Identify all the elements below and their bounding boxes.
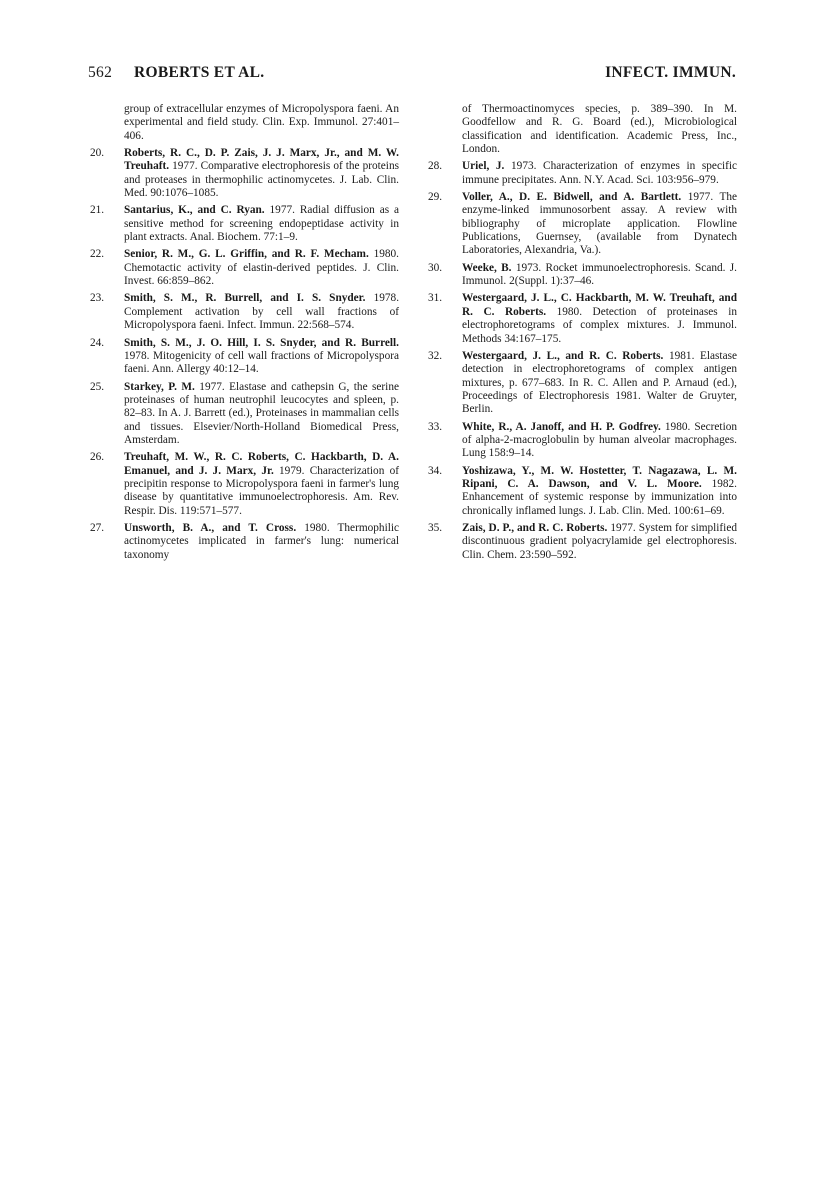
reference-number: 24. [90, 336, 105, 349]
reference-authors: Weeke, B. [462, 261, 512, 274]
reference-text: 1973. Rocket immunoelectrophoresis. Scand. J. Immunol. 2(Suppl. 1):37–46. [462, 261, 737, 288]
reference-text: 1979. Characterization of precipitin response to Micropolyspora faeni in farmer's lung disease by quantitative immunoelectrophoresis. Am. Rev. Respir. Dis. 119:571–577. [124, 464, 399, 517]
reference-number: 34. [428, 464, 443, 477]
reference-item [428, 160, 737, 187]
reference-number: 22. [90, 248, 105, 261]
reference-authors: Smith, S. M., J. O. Hill, I. S. Snyder, and R. Burrell. [124, 336, 399, 349]
reference-authors: Roberts, R. C., D. P. Zais, J. J. Marx, Jr., and M. W. Treuhaft. [124, 147, 399, 173]
reference-number: 32. [428, 349, 443, 362]
references-left-column [90, 103, 399, 566]
reference-number: 30. [428, 261, 443, 274]
reference-text: 1980. Secretion of alpha-2-macroglobulin by human alveolar macrophages. Lung 158:9–14. [462, 420, 738, 460]
reference-authors: Yoshizawa, Y., M. W. Hostetter, T. Nagazawa, L. M. Ripani, C. A. Dawson, and V. L. Moore. [462, 464, 737, 490]
reference-text: 1977. Radial diffusion as a sensitive method for screening endopeptidase activity in plant extracts. Anal. Biochem. 77:1–9. [124, 204, 400, 244]
reference-item [428, 191, 737, 258]
reference-item [90, 248, 399, 288]
reference-item [428, 262, 737, 289]
reference-number: 35. [428, 521, 443, 534]
reference-text: 1977. System for simplified discontinuous gradient polyacrylamide gel electrophoresis. Clin. Chem. 23:590–592. [462, 521, 737, 561]
reference-authors: Santarius, K., and C. Ryan. [124, 204, 265, 217]
reference-item [428, 465, 737, 518]
reference-item [90, 292, 399, 332]
reference-text: 1982. Enhancement of systemic response by immunization into chronically inflamed lungs. J. Lab. Clin. Med. 100:61–69. [462, 477, 737, 517]
reference-text: of Thermoactinomyces species, p. 389–390. In M. Goodfellow and R. G. Board (ed.), Microbiological classification and identification. Academic Press, Inc., London. [462, 103, 737, 156]
reference-number: 20. [90, 147, 105, 160]
reference-item [90, 451, 399, 518]
reference-authors: Treuhaft, M. W., R. C. Roberts, C. Hackbarth, D. A. Emanuel, and J. J. Marx, Jr. [124, 451, 399, 477]
reference-text: 1980. Chemotactic activity of elastin-derived peptides. J. Clin. Invest. 66:859–862. [124, 248, 399, 288]
reference-text: 1978. Mitogenicity of cell wall fractions of Micropolyspora faeni. Ann. Allergy 40:12–14. [124, 349, 399, 376]
reference-authors: Senior, R. M., G. L. Griffin, and R. F. Mecham. [124, 248, 369, 261]
reference-number: 26. [90, 451, 105, 464]
reference-text: group of extracellular enzymes of Micropolyspora faeni. An experimental and field study. Clin. Exp. Immunol. 27:401–406. [124, 103, 399, 142]
reference-number: 31. [428, 292, 443, 305]
reference-item [90, 337, 399, 377]
reference-text: 1977. The enzyme-linked immunosorbent assay. A review with bibliography of microplate application. Flowline Publications, Guernsey, (available from Dynatech Laboratories, Alexandria, Va.). [462, 191, 738, 257]
reference-item [428, 292, 737, 345]
reference-continued [90, 103, 399, 143]
reference-item [90, 381, 399, 448]
reference-authors: Uriel, J. [462, 160, 505, 173]
reference-text: 1978. Complement activation by cell wall fractions of Micropolyspora faeni. Infect. Immun. 22:568–574. [124, 292, 400, 332]
reference-text: 1977. Comparative electrophoresis of the proteins and proteases in thermophilic actinomycetes. J. Lab. Clin. Med. 90:1076–1085. [124, 160, 399, 200]
reference-authors: Unsworth, B. A., and T. Cross. [124, 521, 297, 534]
running-authors: ROBERTS ET AL. [134, 64, 265, 81]
reference-item [90, 522, 399, 562]
journal-name: INFECT. IMMUN. [605, 64, 736, 81]
reference-number: 25. [90, 380, 105, 393]
reference-authors: Westergaard, J. L., and R. C. Roberts. [462, 349, 664, 362]
reference-text: 1980. Detection of proteinases in electrophoretograms of complex mixtures. J. Immunol. Methods 34:167–175. [462, 305, 737, 345]
reference-text: 1977. Elastase and cathepsin G, the serine proteinases of human neutrophil leucocytes and spleen, p. 82–83. In A. J. Barrett (ed.), Proteinases in mammalian cells and tissues. Elsevier/North-Holland Biomedical Press, Amsterdam. [124, 380, 399, 446]
reference-item [90, 204, 399, 244]
reference-text: 1980. Thermophilic actinomycetes implicated in farmer's lung: numerical taxonomy [124, 521, 399, 561]
reference-authors: White, R., A. Janoff, and H. P. Godfrey. [462, 420, 661, 433]
reference-number: 21. [90, 204, 105, 217]
reference-authors: Smith, S. M., R. Burrell, and I. S. Snyder. [124, 292, 366, 305]
reference-number: 33. [428, 420, 443, 433]
reference-text: 1973. Characterization of enzymes in specific immune precipitates. Ann. N.Y. Acad. Sci. 103:956–979. [462, 160, 738, 186]
reference-number: 27. [90, 521, 105, 534]
reference-item [428, 350, 737, 417]
reference-text: 1981. Elastase detection in electrophoretograms of complex antigen mixtures, p. 677–683. In R. C. Allen and P. Arnaud (ed.), Proceedings of Electrophoresis 1981. Walter de Gruyter, Berlin. [462, 349, 737, 416]
reference-authors: Westergaard, J. L., C. Hackbarth, M. W. Treuhaft, and R. C. Roberts. [462, 292, 737, 318]
reference-authors: Voller, A., D. E. Bidwell, and A. Bartlett. [462, 191, 682, 204]
reference-authors: Starkey, P. M. [124, 380, 195, 393]
reference-item [90, 147, 399, 200]
reference-authors: Zais, D. P., and R. C. Roberts. [462, 521, 608, 534]
page-number: 562 [88, 64, 113, 81]
references-right-column [428, 103, 737, 566]
running-header [88, 64, 736, 88]
reference-number: 28. [428, 160, 443, 173]
reference-continued [428, 103, 737, 156]
reference-number: 23. [90, 292, 105, 305]
reference-item [428, 522, 737, 562]
reference-number: 29. [428, 191, 443, 204]
reference-item [428, 421, 737, 461]
